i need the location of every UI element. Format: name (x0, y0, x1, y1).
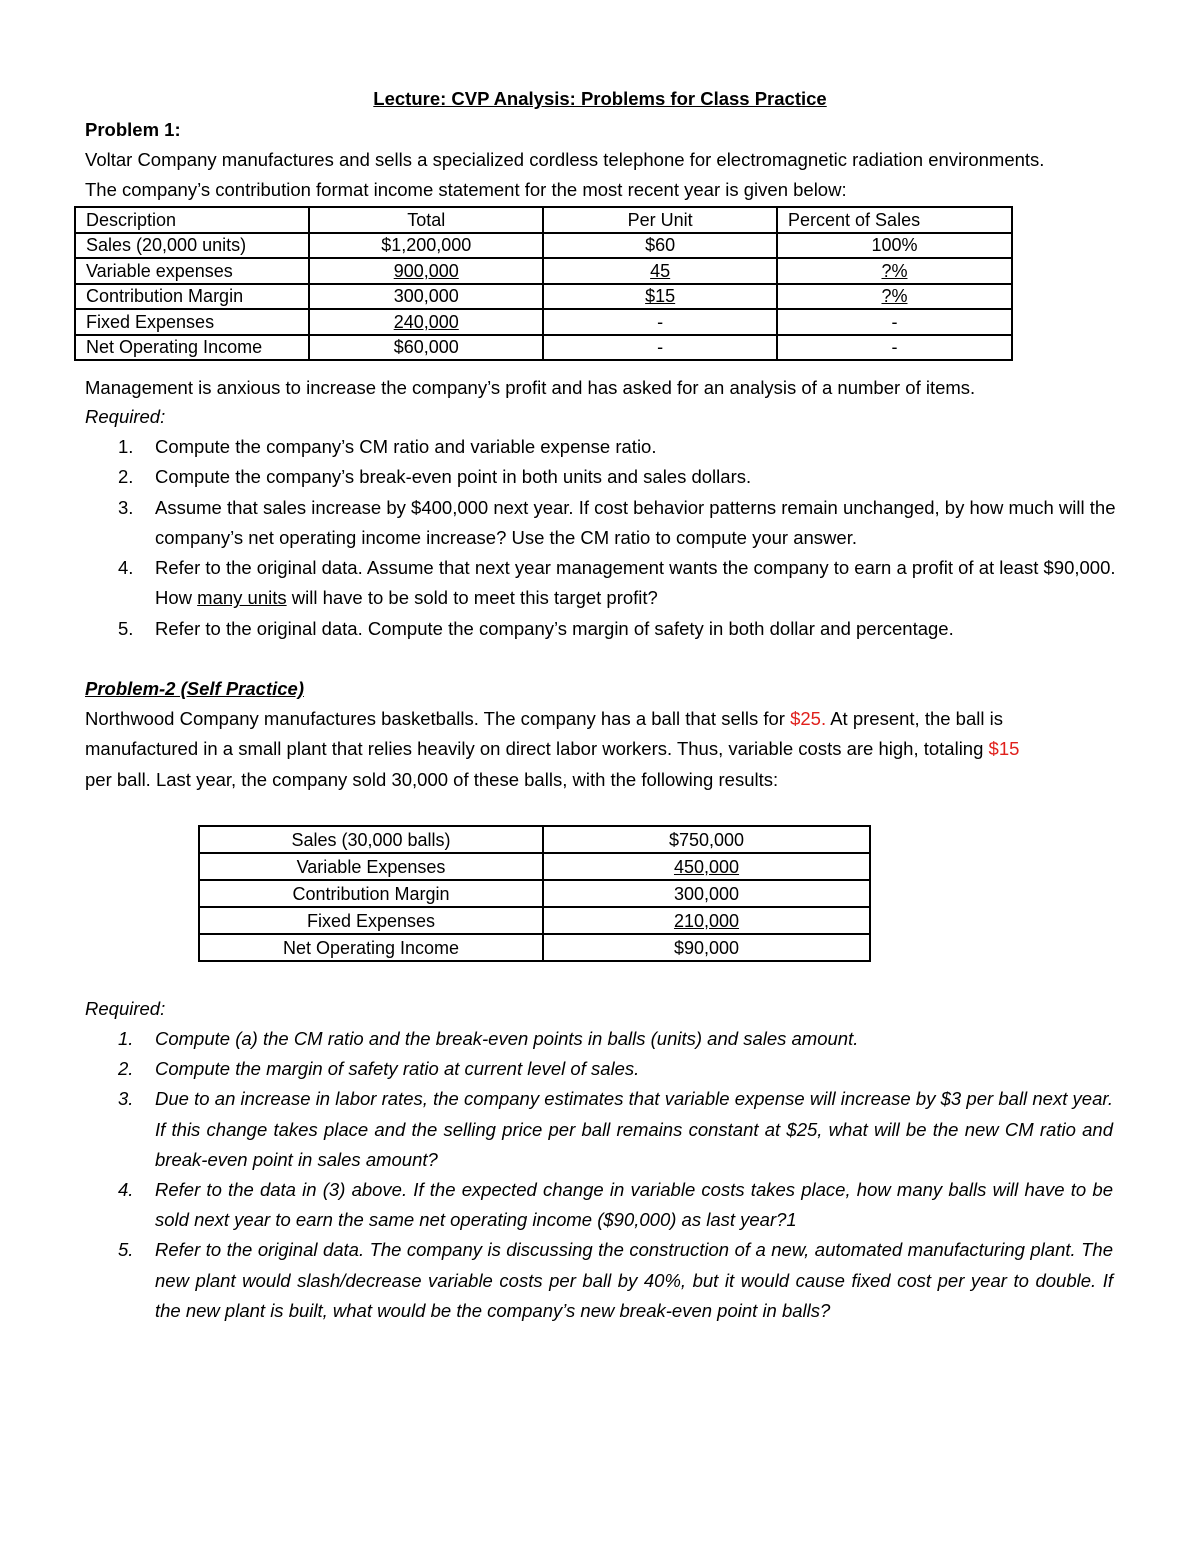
problem2-text: manufactured in a small plant that relies heavily on direct labor workers. Thus, variable costs are high, totaling (85, 738, 989, 759)
row-per-unit: $15 (645, 286, 676, 307)
list-item (118, 493, 1118, 554)
problem1-required-list (118, 432, 1118, 644)
list-item (118, 1054, 1113, 1084)
variable-cost-highlight: $15 (988, 738, 1020, 759)
row-description: Contribution Margin (75, 284, 309, 310)
problem2-required-list (118, 1024, 1113, 1326)
problem2-para-line2 (85, 737, 1019, 761)
item-number: 5. (118, 1239, 134, 1261)
problem2-heading: Problem-2 (Self Practice) (85, 678, 304, 699)
item-text: Compute the company’s break-even point in both units and sales dollars. (155, 466, 752, 488)
item-text-underlined: many units (197, 587, 287, 609)
row-total: $1,200,000 (309, 233, 543, 259)
item-number: 5. (118, 617, 134, 639)
row-description: Variable expenses (75, 258, 309, 284)
list-item (118, 614, 1118, 644)
problem2-required-label: Required: (85, 998, 166, 1019)
row-total: 240,000 (393, 311, 459, 332)
table-row (199, 880, 870, 907)
table-row (199, 826, 870, 853)
row-percent: - (777, 309, 1012, 335)
item-text: Compute (a) the CM ratio and the break-even points in balls (units) and sales amount. (155, 1028, 859, 1049)
row-percent: 100% (777, 233, 1012, 259)
list-item (118, 432, 1118, 462)
row-total: $60,000 (309, 335, 543, 361)
header-percent-of-sales: Percent of Sales (777, 207, 1012, 233)
problem2-text: At present, the ball is (826, 708, 1003, 729)
problem1-income-statement-table (74, 206, 1013, 361)
row-description: Net Operating Income (75, 335, 309, 361)
item-number: 2. (118, 1058, 134, 1080)
table-row (75, 233, 1012, 259)
item-number: 3. (118, 1088, 134, 1110)
page-title: Lecture: CVP Analysis: Problems for Class Practice (373, 88, 827, 109)
problem2-para-line3: per ball. Last year, the company sold 30,000 of these balls, with the following results: (85, 769, 779, 790)
problem2-results-table (198, 825, 871, 962)
table-row (199, 907, 870, 934)
item-text: Refer to the original data. The company is discussing the construction of a new, automated manufacturing plant. The new plant would slash/decrease variable costs per ball by 40%, but it would cause fixed cost per year to double. If the new plant is built, what would be the company’s new break-even point in balls? (155, 1239, 1113, 1321)
row-total: 300,000 (309, 284, 543, 310)
row-description: Fixed Expenses (75, 309, 309, 335)
row-label: Variable Expenses (199, 853, 543, 880)
table-row (199, 934, 870, 961)
price-highlight: $25. (790, 708, 827, 729)
table-row (75, 284, 1012, 310)
item-text: Assume that sales increase by $400,000 next year. If cost behavior patterns remain unchanged, by how much will the company’s net operating income increase? Use the CM ratio to compute your answer. (155, 496, 1116, 548)
row-value: 210,000 (673, 910, 740, 931)
item-number: 4. (118, 557, 134, 579)
row-percent: ?% (881, 286, 908, 307)
item-number: 3. (118, 496, 134, 518)
row-per-unit: - (543, 309, 777, 335)
row-per-unit: 45 (650, 260, 671, 281)
row-label: Net Operating Income (199, 934, 543, 961)
item-text: Refer to the data in (3) above. If the expected change in variable costs takes place, how many balls will have to be sold next year to earn the same net operating income ($90,000) as last year?1 (155, 1179, 1113, 1231)
item-number: 4. (118, 1179, 134, 1201)
row-value: 450,000 (673, 856, 740, 877)
item-text: Refer to the original data. Compute the company’s margin of safety in both dollar and percentage. (155, 617, 954, 639)
problem1-required-label: Required: (85, 406, 166, 427)
problem2-para-line1 (85, 707, 1003, 731)
item-text-b: will have to be sold to meet this target profit? (286, 587, 658, 609)
header-total: Total (309, 207, 543, 233)
problem2-text: Northwood Company manufactures basketballs. The company has a ball that sells for (85, 708, 791, 729)
list-item (118, 1024, 1113, 1054)
item-text: Compute the margin of safety ratio at current level of sales. (155, 1058, 640, 1080)
list-item (118, 1235, 1113, 1326)
item-number: 1. (118, 436, 134, 457)
row-value: $90,000 (543, 934, 870, 961)
problem1-heading: Problem 1: (85, 119, 181, 140)
item-number: 2. (118, 466, 134, 488)
table-row (199, 853, 870, 880)
table-row (75, 258, 1012, 284)
table-row (75, 309, 1012, 335)
row-per-unit: $60 (543, 233, 777, 259)
row-description: Sales (20,000 units) (75, 233, 309, 259)
row-value: 300,000 (543, 880, 870, 907)
item-text: Compute the company’s CM ratio and variable expense ratio. (155, 436, 657, 457)
list-item (118, 462, 1118, 492)
item-number: 1. (118, 1028, 134, 1049)
list-item (118, 1084, 1113, 1175)
row-value: $750,000 (543, 826, 870, 853)
list-item (118, 553, 1118, 614)
table-row (75, 335, 1012, 361)
row-total: 900,000 (393, 260, 459, 281)
problem1-intro-line1: Voltar Company manufactures and sells a specialized cordless telephone for electromagnetic radiation environments. (85, 149, 1045, 170)
list-item (118, 1175, 1113, 1235)
problem1-intro-line2: The company’s contribution format income statement for the most recent year is given below: (85, 179, 847, 200)
item-text-a: Refer to the original data. Assume that next year management wants the company to earn a profit of at least $90,000. How (155, 557, 1116, 609)
header-description: Description (75, 207, 309, 233)
item-text: Due to an increase in labor rates, the company estimates that variable expense will increase by $3 per ball next year. If this change takes place and the selling price per ball remains constant at $25, what will be the new CM ratio and break-even point in sales amount? (155, 1088, 1113, 1170)
header-per-unit: Per Unit (543, 207, 777, 233)
row-percent: ?% (881, 260, 908, 281)
row-label: Contribution Margin (199, 880, 543, 907)
row-per-unit: - (543, 335, 777, 361)
problem1-after-text: Management is anxious to increase the company’s profit and has asked for an analysis of a number of items. (85, 377, 976, 398)
row-percent: - (777, 335, 1012, 361)
row-label: Sales (30,000 balls) (199, 826, 543, 853)
row-label: Fixed Expenses (199, 907, 543, 934)
table-header-row (75, 207, 1012, 233)
